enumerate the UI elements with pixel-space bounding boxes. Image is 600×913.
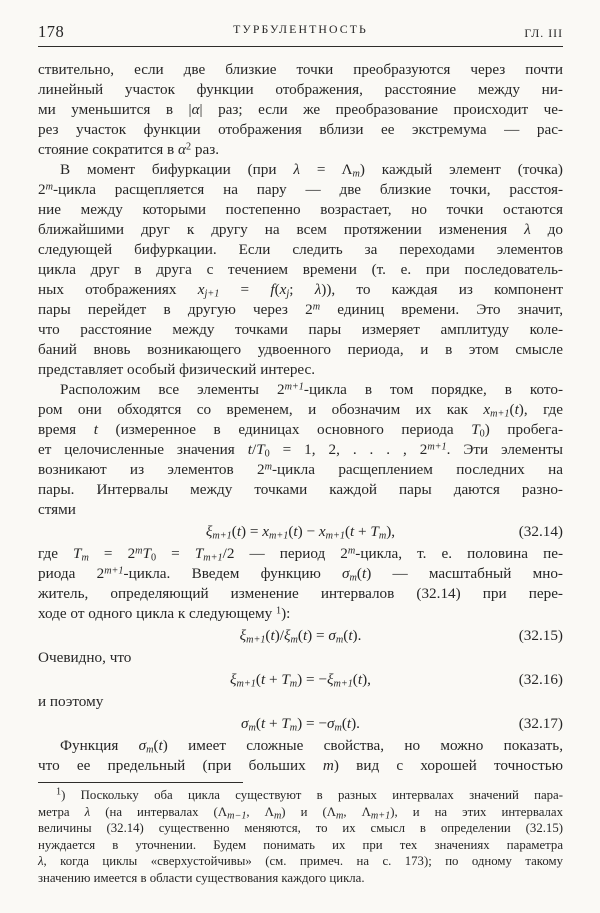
text-line [38, 460, 563, 480]
text-run: ( [255, 715, 261, 732]
equation-formula [230, 671, 371, 688]
text-run: 0 [264, 448, 270, 460]
text-run: ξ [326, 671, 334, 688]
text-run: что расстояние между точками пары измеряет амплитуду коле- [38, 321, 563, 338]
text-run: и поэтому [38, 693, 104, 710]
text-run: m [378, 530, 387, 542]
text-line [38, 320, 563, 340]
equation-number: (32.16) [518, 671, 563, 688]
text-run: , когда циклы «сверхустойчивы» (см. примеч. на с. 173); по одному такому [43, 854, 563, 868]
text-run: t [260, 715, 266, 732]
text-line [38, 240, 563, 260]
text-line [38, 60, 563, 80]
text-run: σ [328, 627, 336, 644]
text-run: ных отображениях [38, 281, 198, 298]
text-run: m [289, 678, 298, 690]
text-run: ) и (Λ [281, 804, 336, 819]
running-title: ТУРБУЛЕНТНОСТЬ [233, 22, 368, 36]
text-run: m [290, 634, 298, 646]
text-run: m−1 [227, 810, 247, 822]
text-run: m [273, 810, 282, 822]
text-run: ξ [205, 523, 213, 540]
text-run: t [302, 627, 308, 644]
equation [38, 626, 563, 646]
text-run: x [483, 401, 491, 418]
text-run: T [256, 441, 265, 458]
text-run: единиц времени. Это значит, [320, 301, 563, 318]
text-line [38, 360, 563, 380]
text-run: пары перейдет в другую через 2 [38, 301, 313, 318]
text-run: ξ [284, 627, 291, 644]
text-run: | раз; если же преобразование происходит че- [199, 101, 564, 118]
text-run: ), [362, 671, 371, 688]
text-run: m+1 [370, 810, 391, 822]
footnote-line [38, 787, 563, 804]
text-run: + [265, 715, 282, 732]
text-line [38, 544, 563, 564]
equation [38, 522, 563, 542]
text-run: значению имеется в области существования каждого цикла. [38, 870, 365, 885]
text-run: Очевидно, что [38, 649, 132, 666]
text-line [38, 440, 563, 460]
text-run: -цикла расщепляется на пару — две близкие точки, расстоя- [52, 181, 563, 198]
text-run: m [135, 545, 143, 557]
text-line [38, 160, 563, 180]
text-run: ) = − [297, 715, 327, 732]
text-line [38, 380, 563, 400]
text-run: )), то каждая из компонент [321, 281, 563, 298]
text-run: m+1 [212, 530, 232, 542]
text-run: возникают из элементов 2 [38, 461, 265, 478]
text-run: m [45, 181, 53, 193]
text-run: m+1 [246, 634, 266, 646]
text-line [38, 340, 563, 360]
text-run: что ее предельный (при больших [38, 757, 323, 774]
text-run: . Эти элементы [446, 441, 563, 458]
text-run: = 2 [88, 545, 136, 562]
text-run: m [289, 722, 298, 734]
chapter-label: ГЛ. III [524, 26, 563, 40]
footnote-rule [38, 782, 243, 783]
text-run: ), где [518, 401, 564, 418]
text-line [38, 280, 563, 300]
text-run: метра [38, 804, 85, 819]
text-run: ), и на этих интервалах [390, 804, 563, 819]
text-run: λ [293, 161, 300, 178]
text-run: x [279, 281, 287, 298]
text-run: m [349, 572, 357, 584]
text-run: m [334, 722, 342, 734]
text-run: t [348, 627, 353, 644]
equation-number: (32.17) [518, 715, 563, 732]
text-run: 1 [276, 605, 282, 617]
footnote-line [38, 804, 563, 821]
text-line [38, 300, 563, 320]
text-run: T [194, 545, 204, 562]
text-line [38, 500, 563, 520]
text-run: ) Поскольку оба цикла существуют в разных интервалах значений пара- [61, 788, 563, 802]
text-run: m+1 [490, 408, 510, 420]
page-content [0, 22, 600, 886]
text-run: ξ [230, 671, 237, 688]
text-run: m [81, 552, 89, 564]
equation-number: (32.15) [518, 627, 563, 644]
equation-formula [240, 627, 362, 644]
text-run: T [142, 545, 151, 562]
text-run: / [251, 441, 257, 458]
text-run: , Λ [343, 804, 371, 819]
text-run: t [260, 671, 266, 688]
text-run: -цикла расщеплением последних на [271, 461, 563, 478]
text-run: ξ [239, 627, 247, 644]
text-run: T [281, 671, 290, 688]
text-run: время [38, 421, 94, 438]
page-header [38, 22, 563, 47]
text-run: m+1 [236, 678, 256, 690]
text-run: представляет особый физический интерес. [38, 361, 316, 378]
text-run: m [312, 301, 321, 313]
text-run: m+1 [325, 530, 345, 542]
text-run: λ [314, 281, 322, 298]
text-run: ) каждый элемент (точка) [359, 161, 563, 178]
text-run: , Λ [246, 804, 274, 819]
text-run: m+1 [104, 565, 124, 577]
text-run: = 1, 2, . . . , 2 [269, 441, 428, 458]
text-run: величины (32.14) существенно меняются, то их смысл в определении (32.15) [38, 821, 563, 835]
text-run: ( [288, 523, 294, 540]
text-line [38, 420, 563, 440]
text-line [38, 120, 563, 140]
text-run: где [38, 545, 74, 562]
text-run: ). [351, 715, 360, 732]
text-run: житель, определяющий изменение интервалов (32.14) при пере- [38, 585, 563, 602]
text-line [38, 400, 563, 420]
text-run: t [514, 401, 519, 418]
text-run: ( [274, 281, 280, 298]
text-run: (измеренное в единицах основного периода [97, 421, 472, 438]
text-run: /2 — период 2 [222, 545, 348, 562]
text-line [38, 200, 563, 220]
text-run: ( [344, 523, 350, 540]
text-run: ствительно, если две близкие точки преобразуются через почти [38, 61, 563, 78]
text-run: α [191, 101, 200, 118]
text-run: ( [297, 627, 303, 644]
text-run: ) имеет сложные свойства, но можно показать, [162, 737, 563, 754]
text-line [38, 584, 563, 604]
text-run: 2 [38, 181, 46, 198]
text-run: T [73, 545, 82, 562]
text-run: 2 [185, 141, 192, 153]
text-run: ) − [297, 523, 319, 540]
text-run: -цикла. Введем функцию [123, 565, 343, 582]
text-run: m+1 [284, 381, 304, 393]
text-line [38, 480, 563, 500]
text-run: ром они обходятся со временем, и обозначим их как [38, 401, 484, 418]
text-run: ( [343, 627, 349, 644]
text-line [38, 220, 563, 240]
text-line [38, 648, 563, 668]
text-run: λ [524, 221, 531, 238]
text-line [38, 100, 563, 120]
text-run: t [236, 523, 242, 540]
footnote [38, 787, 563, 886]
text-run: + [354, 523, 371, 540]
text-run: риода 2 [38, 565, 105, 582]
equation-number: (32.14) [518, 523, 563, 540]
text-run: m [146, 744, 154, 756]
text-line [38, 604, 563, 624]
text-run: + [265, 671, 282, 688]
equation-formula [206, 523, 395, 540]
text-run: 0 [479, 428, 485, 440]
text-run: ( [341, 715, 347, 732]
footnote-line [38, 820, 563, 837]
text-run: цикла друг в друга с течением времени (т. е. при последователь- [38, 261, 563, 278]
text-run: T [370, 523, 379, 540]
text-run: ) пробега- [484, 421, 564, 438]
text-run: ) — масштабный мно- [366, 565, 563, 582]
page-number: 178 [38, 22, 65, 41]
text-run: стояние сократится в [38, 141, 178, 158]
text-run: t [350, 523, 355, 540]
equation-formula [241, 715, 360, 732]
text-run: рез участок функции отображения вблизи ее экстремума — рас- [38, 121, 563, 138]
equation [38, 670, 563, 690]
text-line [38, 180, 563, 200]
text-run: t [270, 627, 275, 644]
text-run: ет целочисленные значения [38, 441, 248, 458]
text-run: пары. Интервалы между точками каждой пары даются разно- [38, 481, 563, 498]
text-run: стями [38, 501, 76, 518]
text-run: t [361, 565, 367, 582]
text-run: ): [281, 605, 291, 622]
text-run: σ [326, 715, 335, 732]
text-run: m [322, 757, 334, 774]
text-run: m [264, 461, 272, 473]
text-run: λ [84, 804, 91, 819]
text-run: ( [255, 671, 261, 688]
footnote-line [38, 870, 563, 887]
text-line [38, 260, 563, 280]
footnote-line [38, 837, 563, 854]
text-run: -цикла в том порядке, в кото- [303, 381, 563, 398]
text-run: m [335, 634, 344, 646]
text-run: ), [386, 523, 396, 540]
text-run: σ [241, 715, 249, 732]
text-line [38, 140, 563, 160]
text-run: m [336, 810, 344, 822]
text-run: m [352, 168, 360, 180]
text-run: j [286, 288, 290, 300]
text-run: )/ [274, 627, 284, 644]
text-run: x [197, 281, 205, 298]
text-line [38, 564, 563, 584]
text-run: ) = − [297, 671, 327, 688]
text-run: ближайшими друг к другу на всем протяжении изменения [38, 221, 525, 238]
text-run: m [248, 722, 256, 734]
text-run: ( [265, 627, 271, 644]
text-run: λ [38, 854, 44, 868]
text-run: j+1 [204, 288, 220, 300]
text-run: = [156, 545, 195, 562]
text-line [38, 692, 563, 712]
text-run: 1 [56, 786, 62, 798]
text-run: ходе от одного цикла к следующему [38, 605, 276, 622]
text-run: баний вновь возникающего удвоенного периода, и в этом смысле [38, 341, 563, 358]
text-run: ( [231, 523, 237, 540]
text-run: -цикла, т. е. половина пе- [355, 545, 563, 562]
text-run: t [293, 523, 298, 540]
text-run: ( [153, 737, 159, 754]
text-run: ) = [307, 627, 329, 644]
text-run: В момент бифуркации (при [60, 161, 294, 178]
text-run: t [247, 441, 252, 458]
text-run: 0 [150, 552, 157, 564]
text-run: x [262, 523, 270, 540]
text-run: f [270, 281, 275, 298]
footnote-line [38, 853, 563, 870]
text-run: ) вид с хорошей точностью [333, 757, 563, 774]
text-run: = Λ [299, 161, 353, 178]
text-run: T [281, 715, 290, 732]
text-run: m+1 [427, 441, 447, 453]
text-run: m+1 [203, 552, 223, 564]
text-run: ( [509, 401, 515, 418]
equation [38, 714, 563, 734]
text-run: следующей бифуркации. Если следить за переходами элементов [38, 241, 563, 258]
text-run: = [219, 281, 271, 298]
text-run: m+1 [333, 678, 353, 690]
text-line [38, 756, 563, 776]
text-run: Функция [60, 737, 139, 754]
text-run: (на интервалах (Λ [90, 804, 228, 819]
text-run: t [357, 671, 363, 688]
text-run: ; [289, 281, 315, 298]
text-run: α [178, 141, 186, 158]
text-run: σ [138, 737, 147, 754]
text-run: линейный участок функции отображения, расстояние между ни- [38, 81, 563, 98]
text-run: ми уменьшится в | [38, 101, 192, 118]
text-run: Расположим все элементы 2 [60, 381, 285, 398]
text-run: нуждается в уточнении. Будем понимать их при тех значениях параметра [38, 837, 563, 852]
text-run: t [346, 715, 352, 732]
text-run: T [471, 421, 480, 438]
text-run: t [158, 737, 163, 754]
text-run: m+1 [269, 530, 289, 542]
text-run: до [530, 221, 563, 238]
text-run: ( [352, 671, 358, 688]
text-line [38, 736, 563, 756]
text-run: t [93, 421, 98, 438]
text-line [38, 80, 563, 100]
body-text [38, 60, 563, 776]
text-run: x [318, 523, 326, 540]
text-run: σ [342, 565, 350, 582]
text-run: ( [356, 565, 362, 582]
text-run: ние между которыми постепенно возрастает, но точки остаются [38, 201, 563, 218]
text-run: ). [352, 627, 362, 644]
text-run: m [347, 545, 356, 557]
text-run: раз. [191, 141, 220, 158]
text-run: ) = [241, 523, 263, 540]
